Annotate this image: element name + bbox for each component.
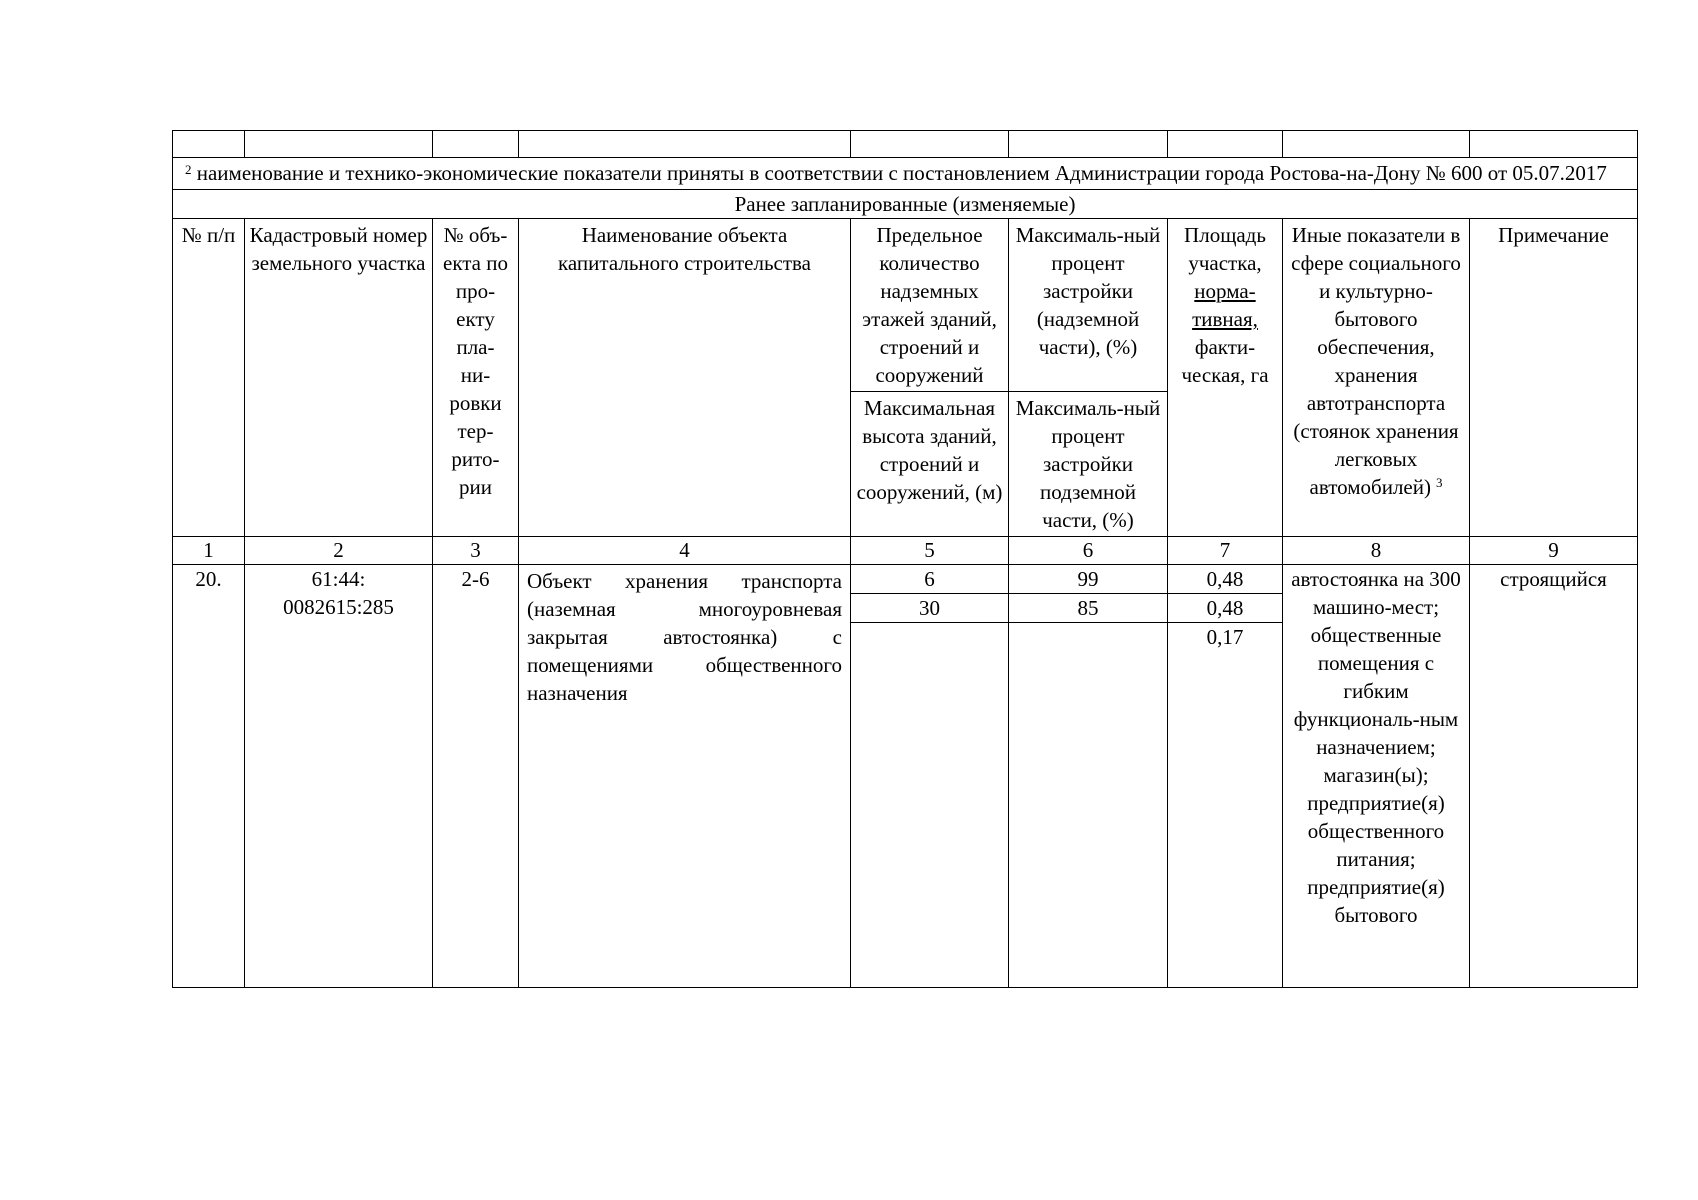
row-coverage xyxy=(1009,565,1168,988)
index-cell: 6 xyxy=(1009,537,1168,565)
row-object-name: Объект хранения транспорта (наземная многоуровневая закрытая автостоянка) с помещениями общественного назначения xyxy=(519,565,851,988)
header-other xyxy=(1283,219,1470,537)
index-cell: 5 xyxy=(851,537,1009,565)
header-coverage-above: Максималь-ный процент застройки (надземной части), (%) xyxy=(1009,219,1167,392)
table xyxy=(172,130,1638,988)
row-area-value: 0,48 xyxy=(1168,594,1282,623)
header-coverage-below: Максималь-ный процент застройки подземной части, (%) xyxy=(1015,396,1161,532)
row-object-no: 2-6 xyxy=(433,565,519,988)
empty-row xyxy=(173,131,1638,158)
header-row xyxy=(173,219,1638,537)
header-other-mark: 3 xyxy=(1435,475,1443,490)
header-area-b: норма-тивная, xyxy=(1192,279,1258,331)
row-num: 20. xyxy=(173,565,245,988)
row-area-value: 0,48 xyxy=(1168,565,1282,594)
row-cadastral-part1: 61:44: xyxy=(311,567,366,591)
index-cell: 7 xyxy=(1168,537,1283,565)
header-floors-height xyxy=(851,219,1009,537)
index-cell: 9 xyxy=(1470,537,1638,565)
footnote-text: наименование и технико-экономические показатели приняты в соответствии с постановлением Администрации города Ростова-на-Дону № 600 от 05.07.2017 xyxy=(196,161,1607,185)
header-object-no: № объ-екта по про-екту пла-ни-ровки тер-рито-рии xyxy=(433,219,519,537)
header-num: № п/п xyxy=(173,219,245,537)
index-cell: 4 xyxy=(519,537,851,565)
row-coverage-below-value: 85 xyxy=(1009,594,1167,623)
index-row xyxy=(173,537,1638,565)
header-note: Примечание xyxy=(1470,219,1638,537)
row-note: строящийся xyxy=(1470,565,1638,988)
row-other: автостоянка на 300 машино-мест; общественные помещения с гибким функциональ-ным назначением; магазин(ы); предприятие(я) общественного питания; предприятие(я) бытового xyxy=(1283,565,1470,988)
footnote-mark: 2 xyxy=(185,162,192,177)
header-height: Максимальная высота зданий, строений и сооружений, (м) xyxy=(856,396,1003,504)
header-cadastral: Кадастровый номер земельного участка xyxy=(245,219,433,537)
header-object-name: Наименование объекта капитального строительства xyxy=(519,219,851,537)
header-floors: Предельное количество надземных этажей зданий, строений и сооружений xyxy=(851,219,1008,392)
row-height-value: 30 xyxy=(851,594,1008,623)
row-coverage-above-value: 99 xyxy=(1009,565,1167,594)
row-floors-value: 6 xyxy=(851,565,1008,594)
row-area xyxy=(1168,565,1283,988)
index-cell: 1 xyxy=(173,537,245,565)
footnote-row xyxy=(173,158,1638,190)
row-cadastral xyxy=(245,565,433,988)
header-area-a: Площадь участка, xyxy=(1184,223,1266,275)
header-area-c: факти-ческая, га xyxy=(1181,335,1269,387)
index-cell: 2 xyxy=(245,537,433,565)
row-cadastral-part2: 0082615:285 xyxy=(283,595,394,619)
table-row xyxy=(173,565,1638,988)
section-title: Ранее запланированные (изменяемые) xyxy=(173,190,1638,219)
index-cell: 8 xyxy=(1283,537,1470,565)
section-row xyxy=(173,190,1638,219)
planning-table xyxy=(172,130,1637,988)
row-floors-height xyxy=(851,565,1009,988)
row-area-value: 0,17 xyxy=(1206,625,1244,649)
header-area xyxy=(1168,219,1283,537)
index-cell: 3 xyxy=(433,537,519,565)
header-coverage xyxy=(1009,219,1168,537)
footnote-cell xyxy=(173,158,1638,190)
header-other-text: Иные показатели в сфере социального и культурно-бытового обеспечения, хранения автотранспорта (стоянок хранения легковых автомобилей) xyxy=(1291,223,1461,499)
